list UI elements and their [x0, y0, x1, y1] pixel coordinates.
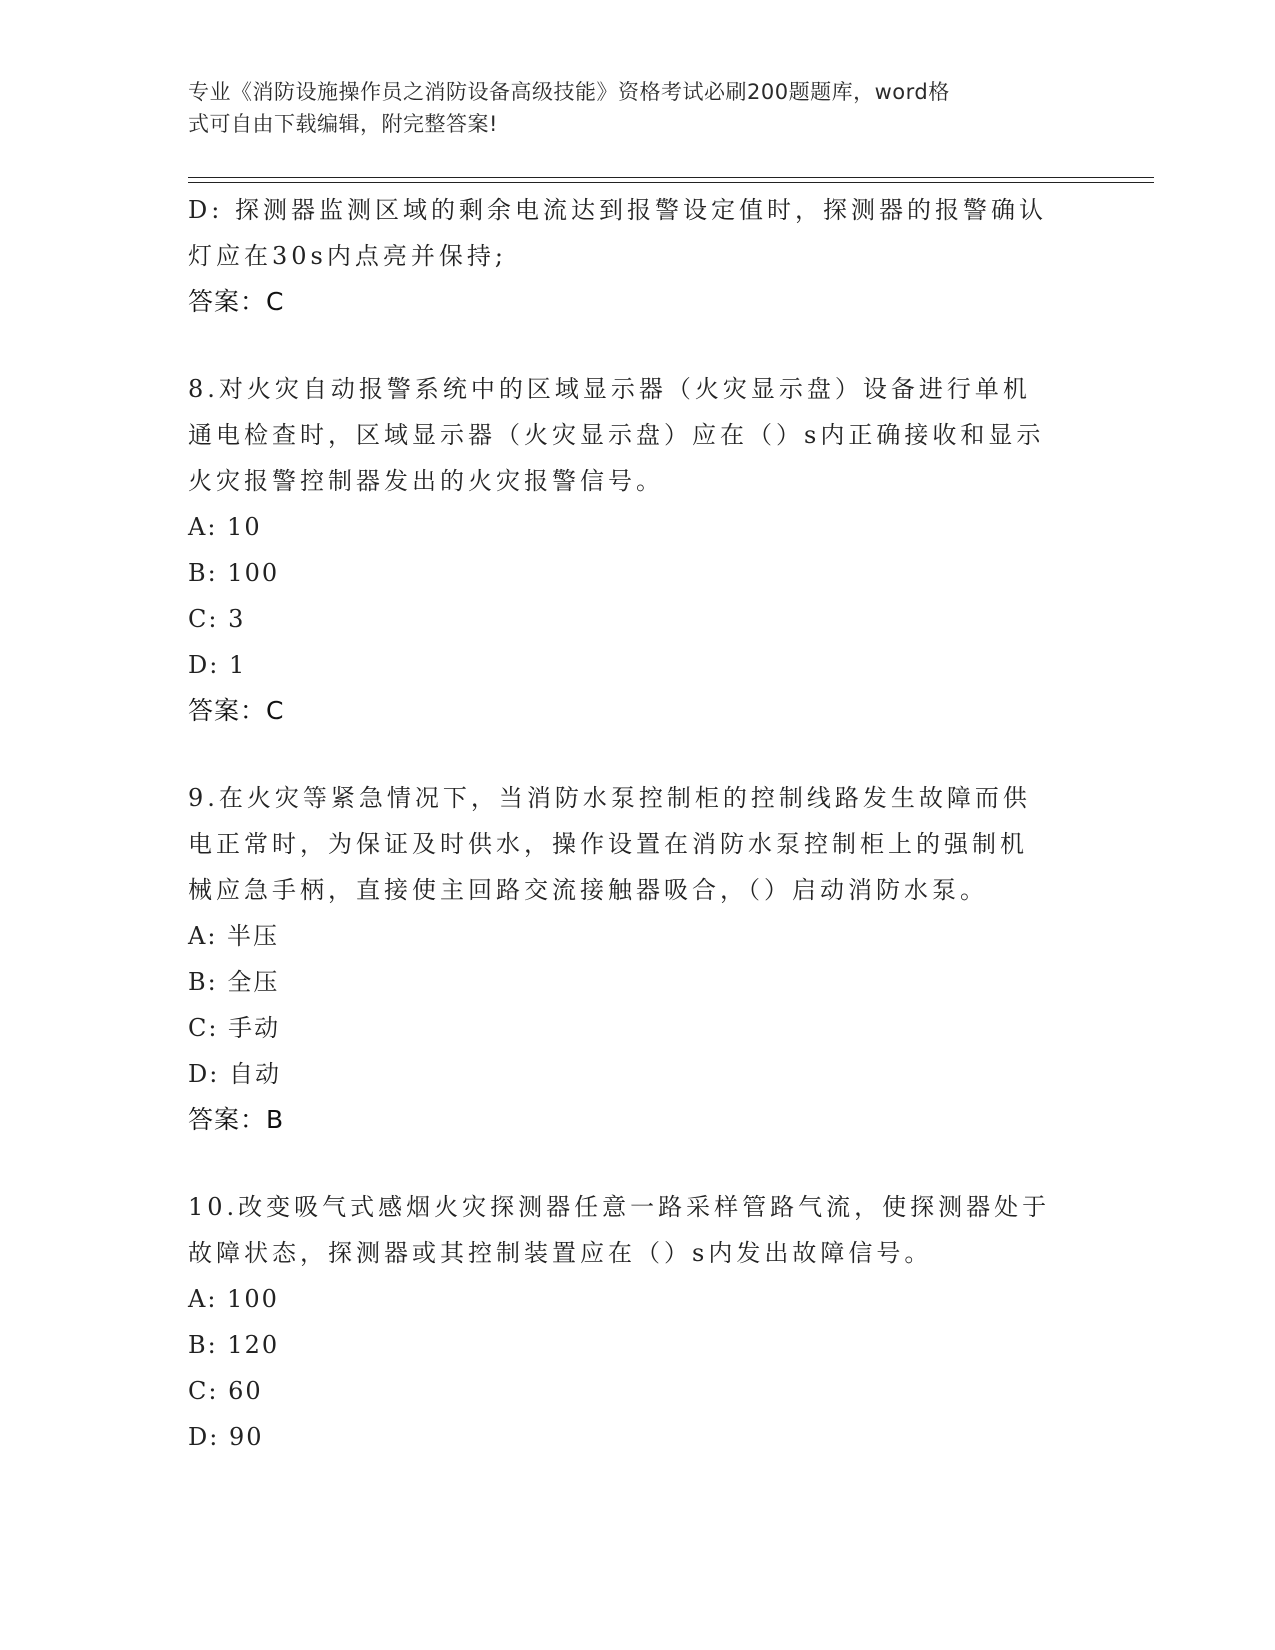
- question-text-line: 9.在火灾等紧急情况下，当消防水泵控制柜的控制线路发生故障而供: [188, 784, 1031, 812]
- answer-line: 答案：B: [188, 1105, 285, 1134]
- option-a: A: 100: [188, 1285, 279, 1313]
- option-d-text-continued: 灯应在30s内点亮并保持;: [188, 242, 507, 270]
- question-text-line: 10.改变吸气式感烟火灾探测器任意一路采样管路气流，使探测器处于: [188, 1193, 1051, 1221]
- option-b: B: 120: [188, 1331, 280, 1359]
- option-c: C: 手动: [188, 1014, 281, 1042]
- question-text-line: 通电检查时，区域显示器（火灾显示盘）应在（）s内正确接收和显示: [188, 421, 1045, 449]
- answer-line: 答案：C: [188, 287, 285, 316]
- header-rule-bottom: [188, 182, 1154, 183]
- option-c: C: 60: [188, 1377, 263, 1405]
- option-d: D: 90: [188, 1423, 264, 1451]
- option-d-text: D: 探测器监测区域的剩余电流达到报警设定值时，探测器的报警确认: [188, 196, 1047, 224]
- option-b: B: 全压: [188, 968, 280, 996]
- option-c: C: 3: [188, 605, 246, 633]
- option-d: D: 1: [188, 651, 247, 679]
- document-body: [188, 187, 1088, 1460]
- carryover-block: [188, 187, 1088, 325]
- question-10: [188, 1184, 1088, 1460]
- answer-line: 答案：C: [188, 696, 285, 725]
- spacer: [188, 1143, 1088, 1184]
- document-header: [188, 76, 1088, 140]
- header-rule-top: [188, 177, 1154, 178]
- spacer: [188, 734, 1088, 775]
- header-line-1: 专业《消防设施操作员之消防设备高级技能》资格考试必刷200题题库，word格: [188, 80, 950, 104]
- question-9: [188, 775, 1088, 1143]
- option-d: D: 自动: [188, 1060, 281, 1088]
- header-line-2: 式可自由下载编辑，附完整答案!: [188, 112, 498, 136]
- question-text-line: 械应急手柄，直接使主回路交流接触器吸合，（）启动消防水泵。: [188, 876, 988, 904]
- option-a: A: 半压: [188, 922, 280, 950]
- question-text-line: 火灾报警控制器发出的火灾报警信号。: [188, 467, 664, 495]
- spacer: [188, 325, 1088, 366]
- question-text-line: 故障状态，探测器或其控制装置应在（）s内发出故障信号。: [188, 1239, 933, 1267]
- question-text-line: 8.对火灾自动报警系统中的区域显示器（火灾显示盘）设备进行单机: [188, 375, 1031, 403]
- question-text-line: 电正常时，为保证及时供水，操作设置在消防水泵控制柜上的强制机: [188, 830, 1028, 858]
- option-a: A: 10: [188, 513, 262, 541]
- question-8: [188, 366, 1088, 734]
- option-b: B: 100: [188, 559, 280, 587]
